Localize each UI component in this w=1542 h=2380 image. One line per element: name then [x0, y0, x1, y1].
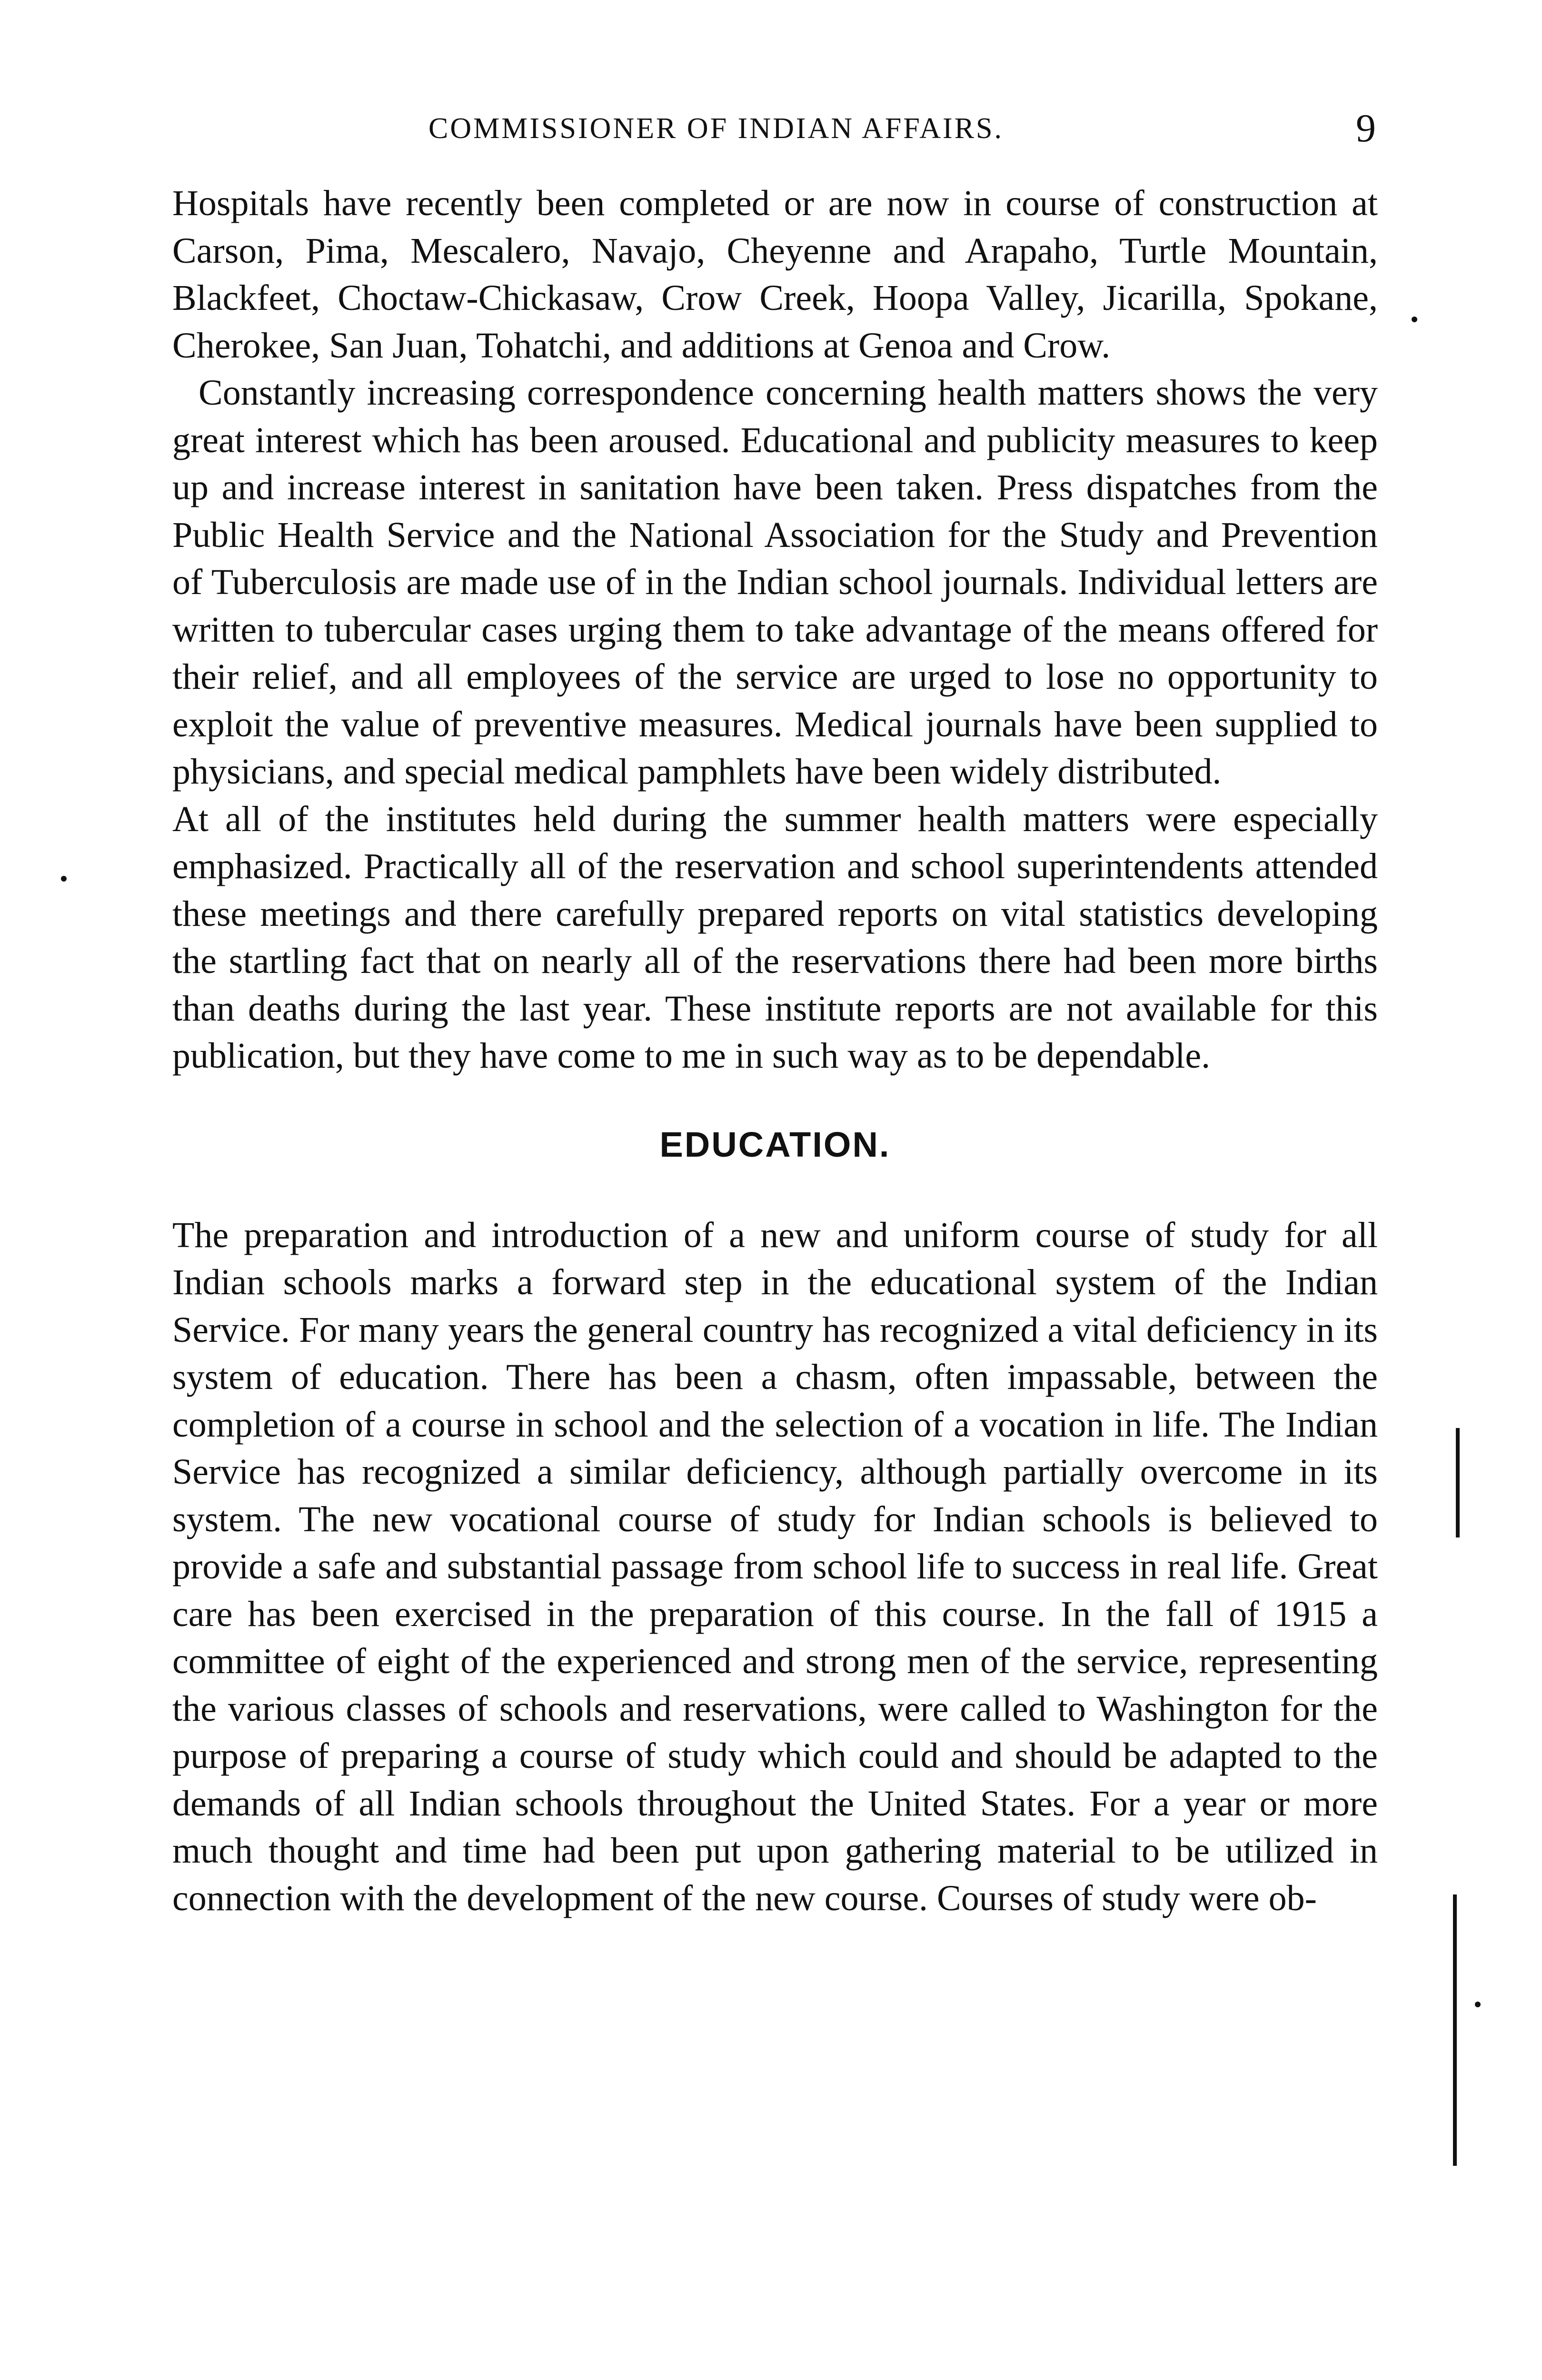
margin-bar-upper: [1456, 1428, 1460, 1537]
page-number: 9: [1356, 106, 1376, 150]
margin-dot-left: [61, 876, 67, 882]
margin-bar-lower: [1453, 1894, 1457, 2166]
paragraph-hospitals: Hospitals have recently been completed or are now in course of construction at Carson, Pima, Mescalero, Navajo, Cheyenne and Arapaho, Turtle Mountain, Blackfeet, Choctaw-Chickasaw, Crow Creek, Hoopa Valley, Jicarilla, Spokane, Cherokee, San Juan, Tohatchi, and additions at Genoa and Crow.: [172, 183, 1378, 366]
running-title: COMMISSIONER OF INDIAN AFFAIRS.: [428, 112, 1004, 145]
running-head: [171, 102, 1376, 155]
paragraph-institutes: At all of the institutes held during the summer health matters were especially emphasized. Practically all of the reservation and school superintendents attended these meetings and there carefully prepared reports on vital statistics developing the startling fact that on nearly all of the reservations there had been more births than deaths during the last year. These institute reports are not available for this publication, but they have come to me in such way as to be dependable.: [172, 799, 1378, 1076]
margin-dot-right-top: [1412, 317, 1417, 322]
section-heading-education: EDUCATION.: [659, 1124, 891, 1164]
paragraph-education: The preparation and introduction of a new and uniform course of study for all Indian schools marks a forward step in the educational system of the Indian Service. For many years the general country has recognized a vital deficiency in its system of education. There has been a chasm, often impassable, between the completion of a course in school and the selection of a vocation in life. The Indian Service has recognized a similar deficiency, although partially overcome in its system. The new vocational course of study for Indian schools is believed to provide a safe and substantial passage from school life to success in real life. Great care has been exercised in the preparation of this course. In the fall of 1915 a committee of eight of the experienced and strong men of the service, representing the various classes of schools and reservations, were called to Washington for the purpose of preparing a course of study which could and should be adapted to the demands of all Indian schools throughout the United States. For a year or more much thought and time had been put upon gathering material to be utilized in connection with the development of the new course. Courses of study were ob-: [172, 1215, 1378, 1918]
body-text: [172, 180, 1378, 1922]
paragraph-correspondence: Constantly increasing correspondence concerning health matters shows the very great interest which has been aroused. Educational and publicity measures to keep up and increase interest in sanitation have been taken. Press dispatches from the Public Health Service and the National Association for the Study and Prevention of Tuberculosis are made use of in the Indian school journals. Individual letters are written to tubercular cases urging them to take advantage of the means offered for their relief, and all employees of the service are urged to lose no opportunity to exploit the value of preventive measures. Medical journals have been supplied to physicians, and special medical pamphlets have been widely distributed.: [172, 373, 1378, 792]
margin-dot-right-bottom: [1475, 2002, 1481, 2007]
